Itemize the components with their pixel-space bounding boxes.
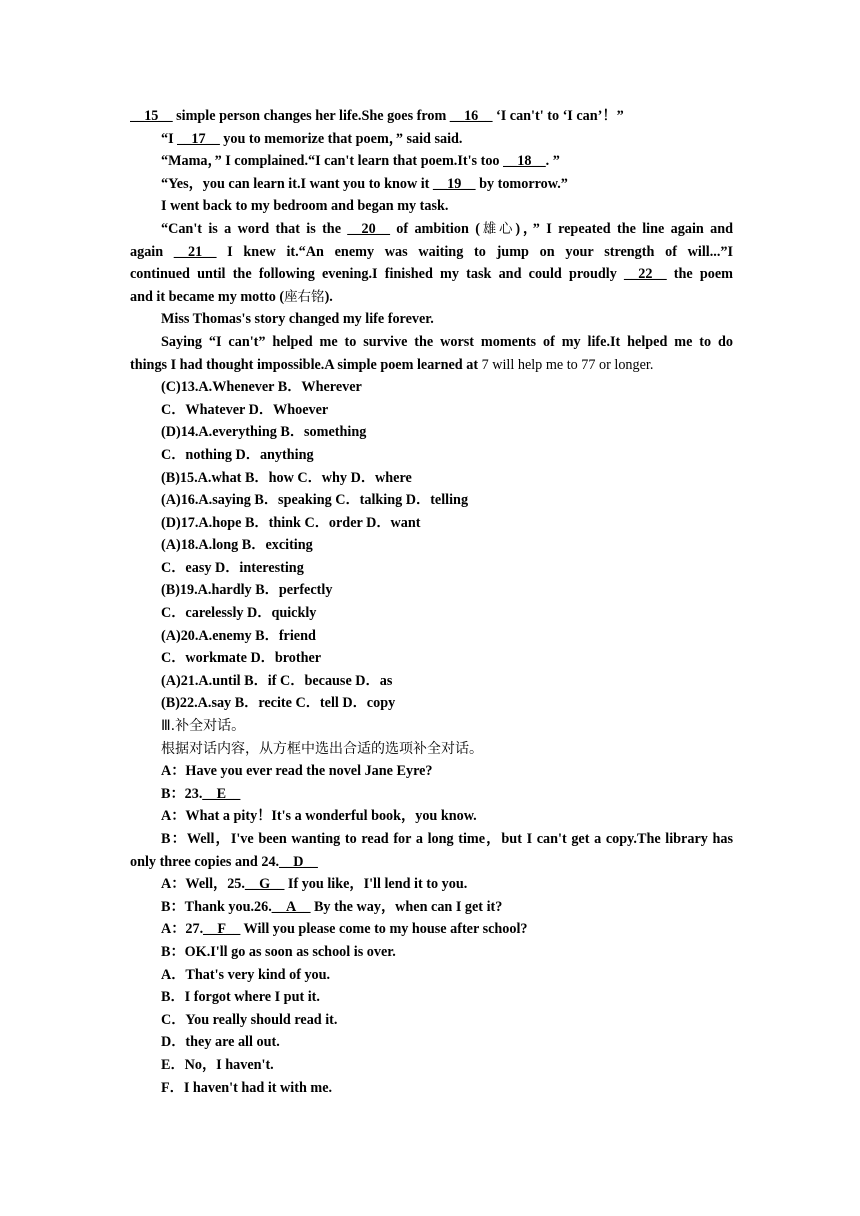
answer-choice-line: (B)15.A.what B．how C．why D．where (161, 469, 412, 486)
answer-choice-line: (D)14.A.everything B．something (161, 424, 367, 441)
passage-text: and it became my motto ( (130, 288, 285, 305)
passage-text: by tomorrow.” (475, 175, 568, 192)
answer-choice-line: (B)22.A.say B．recite C．tell D．copy (161, 695, 396, 712)
blank-20: __20__ (347, 220, 390, 237)
blank-27: __F__ (203, 921, 241, 938)
blank-24: __D__ (279, 853, 318, 870)
dialogue-line (130, 873, 733, 896)
passage-text: “Can't is a word that is the (161, 220, 348, 237)
dialogue-text: A：Well，25. (161, 876, 245, 893)
blank-22: __22__ (624, 266, 667, 283)
option-item: F．I haven't had it with me. (161, 1079, 333, 1096)
passage-text: simple person changes her life.She goes from (172, 108, 450, 124)
answer-choice-line: (B)19.A.hardly B．perfectly (161, 582, 333, 599)
answer-choice-line: (D)17.A.hope B．think C．order D．want (161, 514, 421, 531)
passage-text: the poem (666, 266, 733, 283)
blank-18: __18__ (503, 153, 546, 170)
dialogue-text: Will you please come to my house after school? (240, 921, 528, 938)
passage-text: ). (324, 288, 333, 305)
passage-text: things I had thought impossible.A simple poem learned at (130, 356, 482, 373)
passage-line: I went back to my bedroom and began my task. (161, 198, 449, 215)
blank-16: __16__ (449, 108, 493, 124)
answer-choice-line: C．carelessly D．quickly (161, 605, 317, 622)
dialogue-text: B：Thank you.26. (161, 898, 272, 915)
dialogue-line (130, 918, 733, 941)
dialogue-line (130, 896, 733, 919)
dialogue-line (130, 783, 733, 806)
chinese-gloss: 雄心 (479, 220, 516, 237)
passage-text: “Mama，” I complained.“I can't learn that poem.It's too (161, 153, 504, 170)
dialogue-text: A：27. (161, 921, 204, 938)
worksheet-content (130, 105, 733, 1099)
passage-line (130, 286, 733, 309)
passage-text: again (130, 243, 174, 260)
option-item: D．they are all out. (161, 1034, 280, 1051)
dialogue-line: B：OK.I'll go as soon as school is over. (161, 943, 396, 960)
passage-text: )，” I repeated the line again and (515, 220, 733, 237)
option-item: B．I forgot where I put it. (161, 989, 320, 1006)
answer-choice-line: (A)16.A.saying B．speaking C．talking D．telling (161, 492, 469, 509)
option-item: E．No，I haven't. (161, 1056, 274, 1073)
passage-text: “Yes，you can learn it.I want you to know it (161, 175, 433, 192)
answer-choice-line: (A)21.A.until B．if C．because D．as (161, 672, 393, 689)
blank-17: __17__ (177, 130, 220, 147)
passage-line (130, 173, 733, 196)
dialogue-text: only three copies and 24. (130, 853, 280, 870)
dialogue-line: A：Have you ever read the novel Jane Eyre? (161, 763, 433, 780)
dialogue-line (130, 851, 733, 874)
answer-choice-line: C．easy D．interesting (161, 559, 304, 576)
dialogue-text: By the way，when can I get it? (310, 898, 503, 915)
blank-26: __A__ (271, 898, 311, 915)
passage-line (130, 150, 733, 173)
answer-choice-line: (A)20.A.enemy B．friend (161, 627, 316, 644)
blank-25: __G__ (244, 876, 285, 893)
passage-line (130, 128, 733, 151)
option-item: A．That's very kind of you. (161, 966, 331, 983)
answer-choice-line: (C)13.A.Whenever B．Wherever (161, 379, 362, 396)
passage-line (130, 241, 733, 264)
dialogue-text: B：23. (161, 785, 203, 802)
blank-15: __15__ (130, 108, 173, 124)
passage-text: of ambition ( (389, 220, 480, 237)
passage-text: . ” (545, 153, 560, 170)
passage-line (130, 218, 733, 241)
passage-text: ‘I can't' to ‘I can’！” (492, 108, 624, 124)
answer-choice-line: C．nothing D．anything (161, 446, 314, 463)
blank-23: __E__ (202, 785, 241, 802)
chinese-gloss: 座右铭 (284, 288, 325, 305)
passage-line: Miss Thomas's story changed my life forever. (161, 311, 434, 328)
section-heading: Ⅲ.补全对话。 (161, 718, 246, 735)
dialogue-line: A：What a pity！It's a wonderful book，you know. (161, 808, 477, 825)
blank-21: __21__ (173, 243, 217, 260)
dialogue-text: If you like，I'll lend it to you. (284, 876, 468, 893)
passage-text: “I (161, 130, 178, 147)
passage-text: you to memorize that poem，” said said. (219, 130, 463, 147)
answer-choice-line: C．workmate D．brother (161, 650, 322, 667)
passage-text: I knew it.“An enemy was waiting to jump on your strength of will...”I (216, 243, 733, 260)
blank-19: __19__ (432, 175, 476, 192)
section-instruction: 根据对话内容，从方框中选出合适的选项补全对话。 (161, 740, 483, 757)
option-item: C．You really should read it. (161, 1011, 338, 1028)
passage-text: continued until the following evening.I finished my task and could proudly (130, 266, 625, 283)
passage-line (130, 263, 733, 286)
answer-choice-line: (A)18.A.long B．exciting (161, 537, 313, 554)
passage-line (130, 354, 733, 377)
answer-choice-line: C．Whatever D．Whoever (161, 401, 329, 418)
passage-line (130, 105, 733, 128)
passage-text: 7 will help me to 77 or longer. (481, 356, 654, 373)
dialogue-line: B：Well，I've been wanting to read for a long time，but I can't get a copy.The library has (161, 831, 733, 847)
passage-line: Saying “I can't” helped me to survive the worst moments of my life.It helped me to do (161, 333, 733, 350)
